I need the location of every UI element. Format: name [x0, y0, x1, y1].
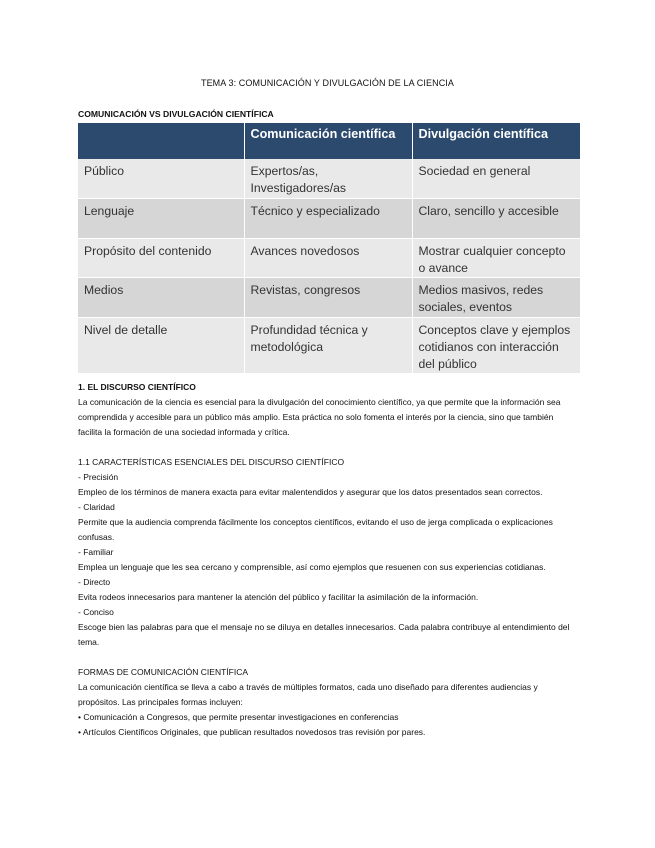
- item-title: - Familiar: [78, 547, 114, 557]
- header-cell-divulgacion: Divulgación científica: [412, 123, 580, 159]
- paragraph-discurso: La comunicación de la ciencia es esencial para la divulgación del conocimiento científico, ya que permite que la información sea comprendida y accesible para un público más amplio. Esta práctica no solo fomenta el interés por la ciencia, sino que también facilita la formación de una sociedad informada y crítica.: [78, 397, 561, 437]
- table-cell: Mostrar cualquier concepto o avance: [412, 238, 580, 278]
- table-cell: Profundidad técnica y metodológica: [244, 317, 412, 373]
- table-row: [78, 317, 580, 373]
- table-row: [78, 278, 580, 318]
- section-heading-caracteristicas: 1.1 CARACTERÍSTICAS ESENCIALES DEL DISCURSO CIENTÍFICO: [78, 457, 345, 467]
- row-label: Propósito del contenido: [78, 238, 244, 278]
- section-heading-formas: FORMAS DE COMUNICACIÓN CIENTÍFICA: [78, 667, 249, 677]
- row-label: Medios: [78, 278, 244, 318]
- item-text: Escoge bien las palabras para que el mensaje no se diluya en detalles innecesarios. Cada palabra contribuye al entendimiento del tema.: [78, 622, 570, 647]
- item-text: Evita rodeos innecesarios para mantener la atención del público y facilitar la asimilación de la información.: [78, 592, 479, 602]
- row-label: Nivel de detalle: [78, 317, 244, 373]
- header-cell-comunicacion: Comunicación científica: [244, 123, 412, 159]
- item-title: - Claridad: [78, 502, 115, 512]
- item-text: Emplea un lenguaje que les sea cercano y comprensible, así como ejemplos que resuenen con sus experiencias cotidianas.: [78, 562, 546, 572]
- table-header-row: [78, 123, 580, 159]
- document-title: TEMA 3: COMUNICACIÓN Y DIVULGACIÓN DE LA CIENCIA: [200, 78, 455, 88]
- header-cell-empty: [78, 123, 244, 159]
- item-title: - Directo: [78, 577, 111, 587]
- item-text: Empleo de los términos de manera exacta para evitar malentendidos y asegurar que los datos presentados sean correctos.: [78, 487, 543, 497]
- table-cell: Conceptos clave y ejemplos cotidianos con interacción del público: [412, 317, 580, 373]
- table-cell: Expertos/as, Investigadores/as: [244, 159, 412, 199]
- table-cell: Claro, sencillo y accesible: [412, 199, 580, 239]
- table-cell: Avances novedosos: [244, 238, 412, 278]
- comparison-table: [78, 123, 580, 374]
- row-label: Lenguaje: [78, 199, 244, 239]
- bullet-item: • Comunicación a Congresos, que permite presentar investigaciones en conferencias: [78, 712, 399, 722]
- paragraph-formas: La comunicación científica se lleva a cabo a través de múltiples formatos, cada uno diseñado para diferentes audiencias y propósitos. Las principales formas incluyen:: [78, 682, 538, 707]
- table-cell: Revistas, congresos: [244, 278, 412, 318]
- table-row: [78, 159, 580, 199]
- table-row: [78, 238, 580, 278]
- table-cell: Sociedad en general: [412, 159, 580, 199]
- item-title: - Precisión: [78, 472, 119, 482]
- bullet-item: • Artículos Científicos Originales, que publican resultados novedosos tras revisión por pares.: [78, 727, 426, 737]
- section-heading-discurso: 1. EL DISCURSO CIENTÍFICO: [78, 382, 196, 392]
- item-text: Permite que la audiencia comprenda fácilmente los conceptos científicos, evitando el uso de jerga complicada o explicaciones confusas.: [78, 517, 553, 542]
- body-text: [78, 380, 578, 740]
- table-caption: COMUNICACIÓN VS DIVULGACIÓN CIENTÍFICA: [78, 109, 274, 119]
- table-cell: Técnico y especializado: [244, 199, 412, 239]
- table-row: [78, 199, 580, 239]
- row-label: Público: [78, 159, 244, 199]
- item-title: - Conciso: [78, 607, 114, 617]
- table-cell: Medios masivos, redes sociales, eventos: [412, 278, 580, 318]
